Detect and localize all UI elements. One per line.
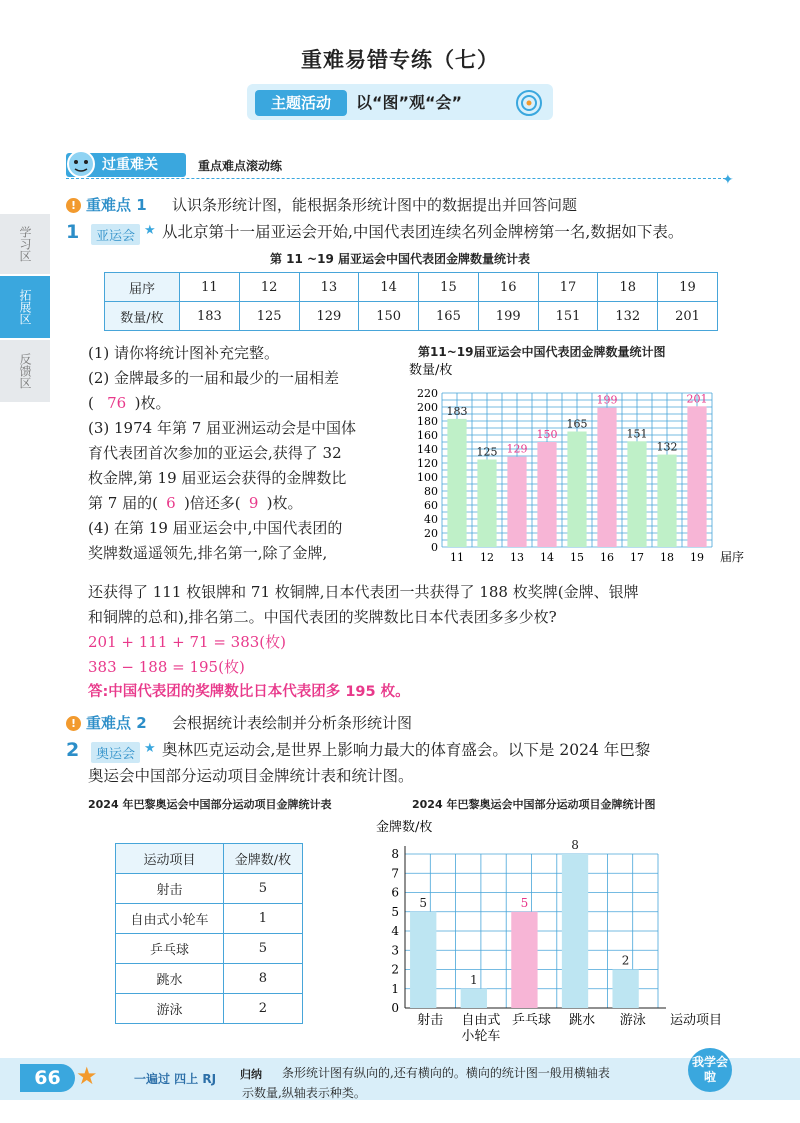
x-tick-label: 12: [480, 551, 494, 564]
y-tick-label: 0: [391, 1001, 399, 1015]
y-tick-label: 100: [417, 471, 438, 484]
table-cell: 16: [478, 273, 538, 302]
y-axis-label: 金牌数/枚: [376, 820, 433, 835]
table-cell: 150: [359, 302, 419, 331]
table-cell: 19: [658, 273, 718, 302]
table-cell: 自由式小轮车: [116, 904, 224, 934]
sidebar-item-feedback[interactable]: 反馈区: [0, 340, 50, 402]
y-tick-label: 180: [417, 415, 438, 428]
y-tick-label: 4: [391, 924, 399, 938]
table-cell: 183: [180, 302, 240, 331]
question-2-tag: 奥运会: [91, 742, 140, 763]
table-cell: 射击: [116, 874, 224, 904]
y-tick-label: 140: [417, 443, 438, 456]
bar: [612, 970, 638, 1009]
table-2-header: [116, 844, 303, 874]
question-2-intro: 奥林匹克运动会,是世界上影响力最大的体育盛会。以下是 2024 年巴黎: [162, 741, 651, 759]
part-2-answer-line: ( 76 )枚。: [88, 391, 408, 416]
y-tick-label: 200: [417, 401, 438, 414]
x-tick-label: 游泳: [619, 1013, 646, 1028]
table-1-title: 第 11 ~19 届亚运会中国代表团金牌数量统计表: [270, 252, 530, 266]
question-1-number: 1: [66, 221, 80, 243]
x-tick-label: 18: [660, 551, 674, 564]
part-4-text: 还获得了 111 枚银牌和 71 枚铜牌,日本代表团一共获得了 188 枚奖牌(金牌、银牌: [88, 583, 639, 601]
bar: [687, 406, 706, 547]
chart-2: [370, 812, 770, 1052]
y-tick-label: 5: [391, 904, 399, 919]
bar: [410, 912, 436, 1008]
table-cell: 151: [538, 302, 598, 331]
part-3-text: 育代表团首次参加的亚运会,获得了 32: [88, 444, 342, 462]
x-tick-label: 跳水: [569, 1013, 596, 1028]
chart-1: [405, 358, 745, 568]
bar: [562, 854, 588, 1008]
table-header-cell: 运动项目: [116, 844, 224, 874]
page-title: 重难易错专练（七）: [301, 48, 499, 72]
y-tick-label: 2: [391, 962, 399, 977]
star-mascot-icon: ★: [76, 1062, 98, 1090]
table-2-title: 2024 年巴黎奥运会中国部分运动项目金牌统计表: [88, 798, 332, 811]
table-row: [116, 994, 303, 1024]
y-tick-label: 120: [417, 457, 438, 470]
answer-blank: 76: [107, 394, 127, 412]
question-1-intro: 从北京第十一届亚运会开始,中国代表团连续名列金牌榜第一名,数据如下表。: [162, 223, 684, 241]
table-cell: 8: [223, 964, 302, 994]
y-tick-label: 60: [424, 499, 438, 512]
table-2: [115, 843, 303, 1024]
note-line: 示数量,纵轴表示种类。: [242, 1086, 366, 1100]
y-axis-label: 数量/枚: [409, 363, 453, 378]
part-2-unit: 枚。: [140, 394, 171, 412]
data-label: 150: [536, 428, 558, 441]
table-cell: 14: [359, 273, 419, 302]
data-label: 183: [446, 404, 468, 418]
mascot-icon: [64, 148, 98, 180]
note-line: 条形统计图有纵向的,还有横向的。横向的统计图一般用横轴表: [282, 1066, 610, 1080]
key-point-1-label: 重难点 1: [86, 196, 147, 214]
part-4-text: 和铜牌的总和),排名第二。中国代表团的奖牌数比日本代表团多多少枚?: [88, 608, 557, 626]
bar: [657, 455, 676, 547]
data-label: 2: [621, 953, 630, 968]
table-cell: 13: [299, 273, 359, 302]
bar: [507, 457, 526, 547]
table-cell: 165: [419, 302, 479, 331]
table-cell: 132: [598, 302, 658, 331]
answer-text: 答:中国代表团的奖牌数比日本代表团多 195 枚。: [88, 684, 410, 700]
data-label: 5: [419, 895, 428, 910]
key-point-icon: !: [66, 716, 81, 731]
data-label: 8: [571, 838, 579, 852]
table-1: [104, 272, 718, 331]
x-tick-label: 13: [510, 551, 524, 564]
answer-blank: 9: [248, 494, 259, 512]
x-tick-label: 17: [630, 551, 644, 564]
bar: [477, 460, 496, 548]
section-subtitle: 重点难点滚动练: [198, 159, 283, 173]
x-tick-label: 射击: [417, 1013, 444, 1028]
part-3-suffix: )枚。: [266, 494, 303, 512]
x-tick-label: 自由式: [461, 1013, 501, 1028]
question-2-number: 2: [66, 739, 80, 761]
data-label: 125: [476, 445, 498, 459]
part-3-prefix: 第 7 届的(: [88, 494, 158, 512]
y-tick-label: 1: [391, 981, 399, 996]
x-tick-label: 16: [600, 551, 614, 564]
part-3-answer-line: [88, 491, 408, 516]
x-axis-label: 运动项目: [670, 1013, 723, 1028]
y-tick-label: 8: [391, 847, 399, 861]
book-label: 一遍过 四上 RJ: [134, 1072, 217, 1086]
x-tick-label: 小轮车: [461, 1029, 501, 1044]
y-tick-label: 160: [417, 429, 438, 442]
table-header-cell: 金牌数/枚: [223, 844, 302, 874]
star-icon: ★: [144, 741, 156, 756]
question-1-parts: [88, 341, 408, 566]
star-icon: ✦: [722, 172, 734, 188]
y-tick-label: 6: [391, 885, 399, 900]
page-number: 66: [20, 1064, 75, 1092]
data-label: 129: [506, 442, 528, 456]
chart-1-title: 第11~19届亚运会中国代表团金牌数量统计图: [418, 345, 666, 359]
table-cell: 数量/枚: [105, 302, 180, 331]
theme-text: 以“图”观“会”: [356, 93, 463, 112]
table-cell: 17: [538, 273, 598, 302]
part-1-text: (1) 请你将统计图补充完整。: [88, 344, 280, 362]
table-cell: 11: [180, 273, 240, 302]
table-cell: 129: [299, 302, 359, 331]
table-cell: 5: [223, 874, 302, 904]
table-cell: 5: [223, 934, 302, 964]
question-2-intro: 奥运会中国部分运动项目金牌统计表和统计图。: [88, 767, 414, 785]
badge-learned: 我学会啦: [688, 1048, 732, 1092]
bar: [537, 442, 556, 547]
bar: [597, 408, 616, 547]
table-cell: 跳水: [116, 964, 224, 994]
table-row: [116, 904, 303, 934]
table-cell: 2: [223, 994, 302, 1024]
section-divider: [66, 178, 726, 179]
part-3-text: 枚金牌,第 19 届亚运会获得的金牌数比: [88, 469, 347, 487]
calc-step-1: 201 + 111 + 71 = 383(枚): [88, 633, 286, 651]
y-tick-label: 7: [391, 866, 399, 881]
y-tick-label: 20: [424, 527, 438, 540]
x-tick-label: 乒乓球: [511, 1013, 552, 1028]
table-cell: 15: [419, 273, 479, 302]
table-cell: 199: [478, 302, 538, 331]
data-label: 1: [469, 972, 478, 987]
target-icon: [515, 89, 543, 117]
y-tick-label: 3: [391, 943, 399, 958]
table-cell: 18: [598, 273, 658, 302]
question-1-tag: 亚运会: [91, 224, 140, 245]
part-2-text: (2) 金牌最多的一届和最少的一届相差: [88, 369, 340, 387]
data-label: 132: [656, 440, 678, 454]
bar: [511, 912, 537, 1008]
sidebar-item-extend[interactable]: 拓展区: [0, 276, 50, 338]
note-label: 归纳: [240, 1068, 262, 1081]
table-cell: 125: [239, 302, 299, 331]
table-row: [116, 964, 303, 994]
table-cell: 12: [239, 273, 299, 302]
key-point-2-text: 会根据统计表绘制并分析条形统计图: [172, 714, 413, 732]
table-1-row-session: [105, 273, 718, 302]
section-tag: 过重难关: [66, 153, 186, 177]
x-tick-label: 15: [570, 551, 584, 564]
x-tick-label: 11: [450, 551, 464, 564]
table-cell: 游泳: [116, 994, 224, 1024]
key-point-2-label: 重难点 2: [86, 714, 147, 732]
data-label: 165: [566, 417, 588, 431]
data-label: 151: [626, 427, 648, 441]
bar: [627, 441, 646, 547]
data-label: 201: [686, 392, 708, 406]
table-cell: 届序: [105, 273, 180, 302]
question-1-continued: [88, 580, 778, 705]
table-row: [116, 934, 303, 964]
part-4-text: 奖牌数遥遥领先,排名第一,除了金牌,: [88, 544, 328, 562]
key-point-1-text: 认识条形统计图，能根据条形统计图中的数据提出并回答问题: [172, 196, 578, 214]
part-3-mid: )倍还多(: [183, 494, 241, 512]
chart-2-title: 2024 年巴黎奥运会中国部分运动项目金牌统计图: [412, 798, 656, 811]
table-cell: 201: [658, 302, 718, 331]
x-tick-label: 14: [540, 551, 554, 564]
bar: [567, 432, 586, 548]
sidebar-item-study[interactable]: 学习区: [0, 214, 50, 274]
y-tick-label: 0: [431, 541, 438, 554]
theme-tag: 主题活动: [255, 90, 347, 116]
table-1-row-count: [105, 302, 718, 331]
x-tick-label: 19: [690, 551, 704, 564]
table-cell: 乒乓球: [116, 934, 224, 964]
table-cell: 1: [223, 904, 302, 934]
data-label: 5: [520, 895, 529, 910]
y-tick-label: 220: [417, 387, 438, 400]
star-icon: ★: [144, 223, 156, 238]
data-label: 199: [596, 393, 618, 407]
x-axis-label: 届序: [720, 550, 745, 564]
y-tick-label: 80: [424, 485, 438, 498]
calc-step-2: 383 − 188 = 195(枚): [88, 658, 245, 676]
part-3-text: (3) 1974 年第 7 届亚洲运动会是中国体: [88, 419, 357, 437]
bar: [461, 989, 487, 1008]
key-point-icon: !: [66, 198, 81, 213]
table-row: [116, 874, 303, 904]
bar: [447, 419, 466, 547]
y-tick-label: 40: [424, 513, 438, 526]
part-4-text: (4) 在第 19 届亚运会中,中国代表团的: [88, 519, 343, 537]
answer-blank: 6: [166, 494, 176, 512]
